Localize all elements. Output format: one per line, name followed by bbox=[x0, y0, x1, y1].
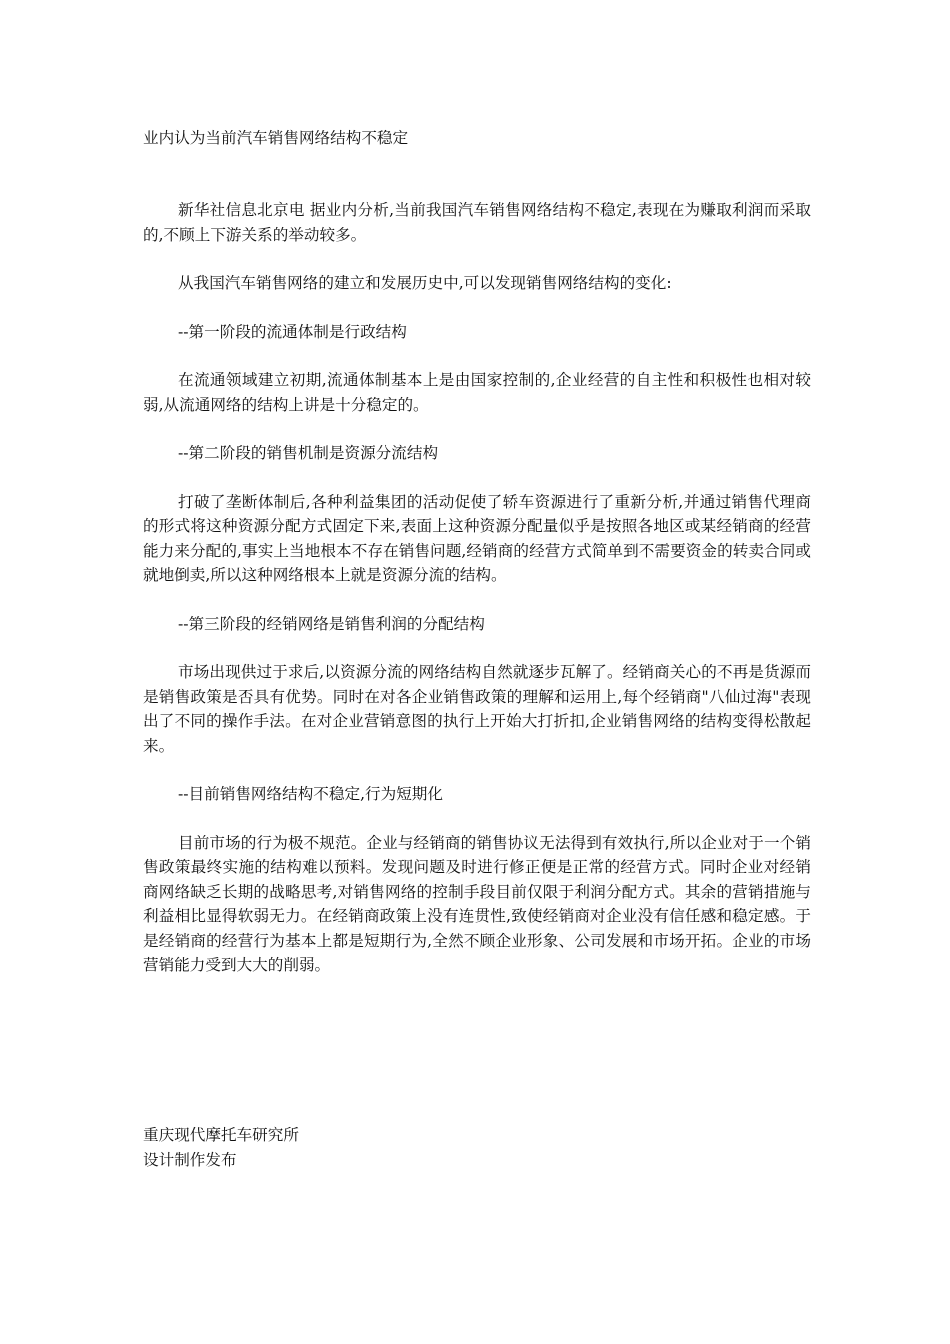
document-title: 业内认为当前汽车销售网络结构不稳定 bbox=[143, 129, 409, 147]
section-heading: --目前销售网络结构不稳定,行为短期化 bbox=[178, 785, 443, 803]
document-footer bbox=[143, 1123, 299, 1172]
footer-organization: 重庆现代摩托车研究所 bbox=[143, 1126, 299, 1144]
paragraph: 打破了垄断体制后,各种利益集团的活动促使了轿车资源进行了重新分析,并通过销售代理商的形式将这种资源分配方式固定下来,表面上这种资源分配量似乎是按照各地区或某经销商的经营能力来分配的,事实上当地根本不存在销售问题,经销商的经营方式简单到不需要资金的转卖合同或就地倒卖,所以这种网络根本上就是资源分流的结构。 bbox=[143, 492, 811, 584]
footer-credit: 设计制作发布 bbox=[143, 1150, 237, 1169]
paragraph: 市场出现供过于求后,以资源分流的网络结构自然就逐步瓦解了。经销商关心的不再是货源而是销售政策是否具有优势。同时在对各企业销售政策的理解和运用上,每个经销商"八仙过海"表现出了不同的操作手法。在对企业营销意图的执行上开始大打折扣,企业销售网络的结构变得松散起来。 bbox=[143, 663, 811, 755]
paragraph: 目前市场的行为极不规范。企业与经销商的销售协议无法得到有效执行,所以企业对于一个销售政策最终实施的结构难以预料。发现问题及时进行修正便是正常的经营方式。同时企业对经销商网络缺乏长期的战略思考,对销售网络的控制手段目前仅限于利润分配方式。其余的营销措施与利益相比显得软弱无力。在经销商政策上没有连贯性,致使经销商对企业没有信任感和稳定感。于是经销商的经营行为基本上都是短期行为,全然不顾企业形象、公司发展和市场开拓。企业的市场营销能力受到大大的削弱。 bbox=[143, 833, 811, 974]
paragraph: 在流通领域建立初期,流通体制基本上是由国家控制的,企业经营的自主性和积极性也相对较弱,从流通网络的结构上讲是十分稳定的。 bbox=[143, 371, 811, 414]
section-heading: --第三阶段的经销网络是销售利润的分配结构 bbox=[178, 614, 485, 633]
document-body bbox=[143, 198, 811, 1002]
section-heading: --第二阶段的销售机制是资源分流结构 bbox=[178, 444, 439, 462]
section-heading: --第一阶段的流通体制是行政结构 bbox=[178, 322, 407, 341]
paragraph: 新华社信息北京电 据业内分析,当前我国汽车销售网络结构不稳定,表现在为赚取利润而采取的,不顾上下游关系的举动较多。 bbox=[143, 201, 811, 244]
paragraph: 从我国汽车销售网络的建立和发展历史中,可以发现销售网络结构的变化: bbox=[178, 274, 672, 292]
